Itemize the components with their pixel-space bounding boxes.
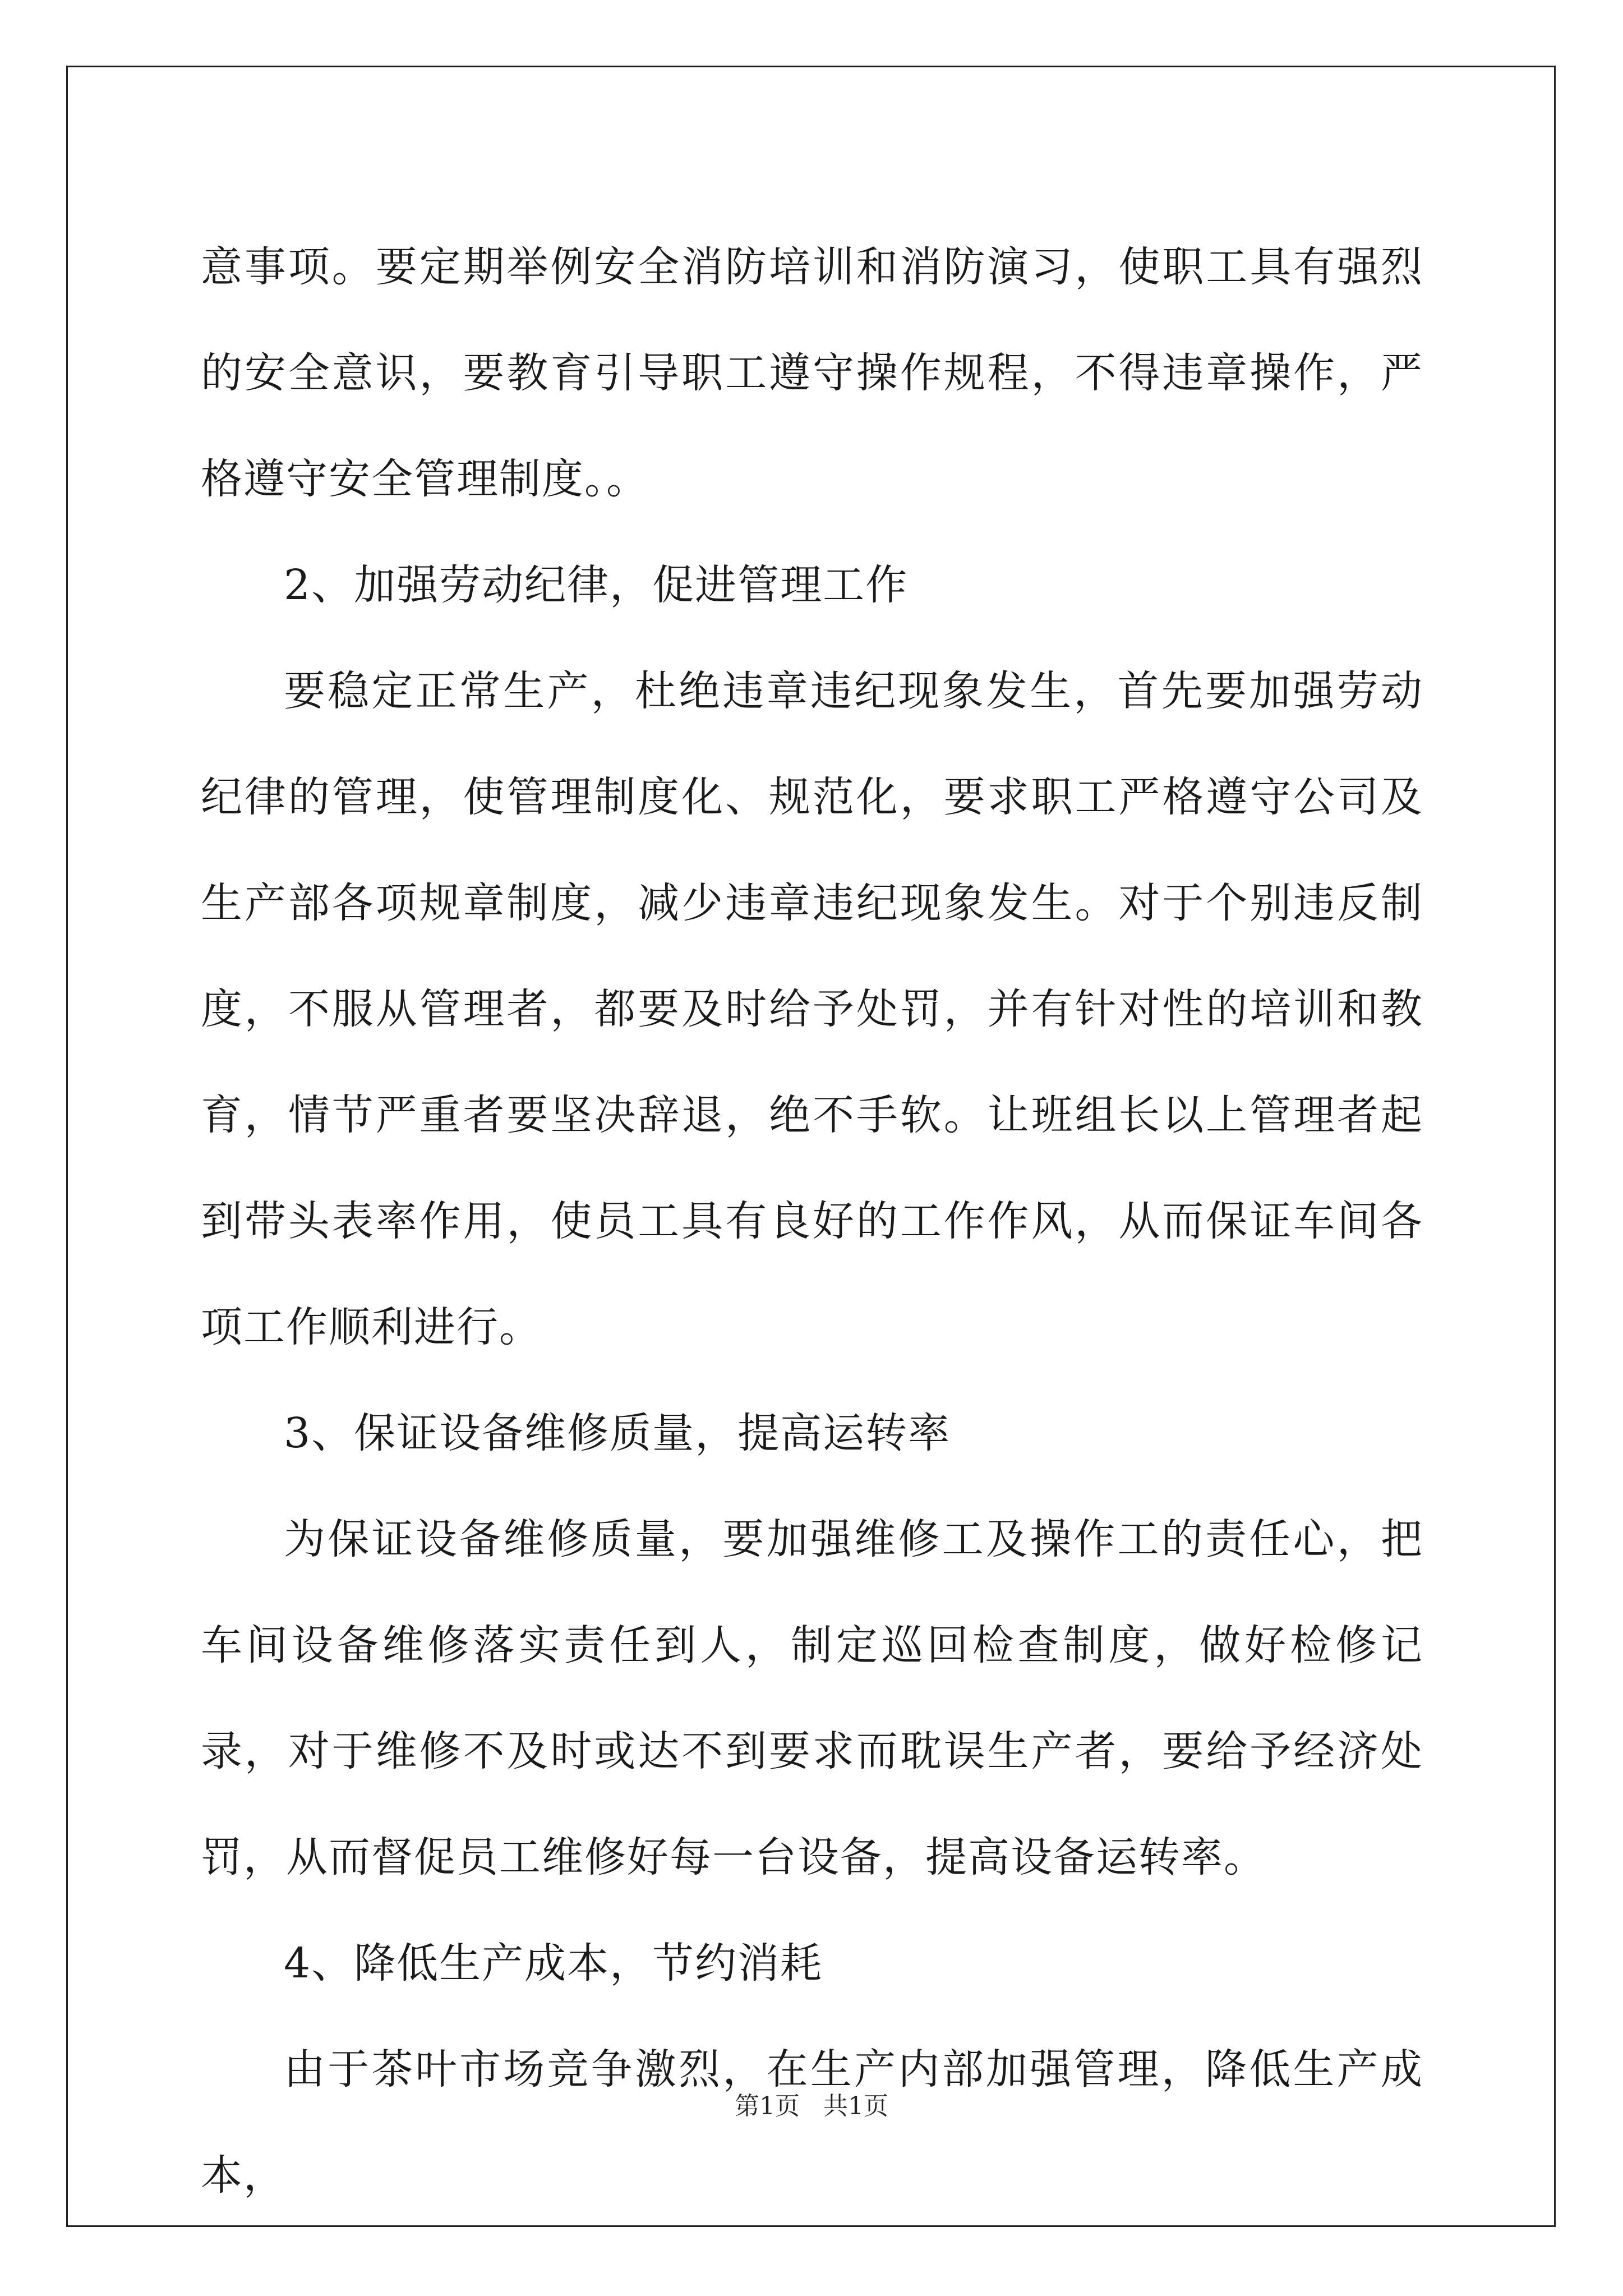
paragraph-continuation: 意事项。要定期举例安全消防培训和消防演习，使职工具有强烈的安全意识，要教育引导职工遵守操作规程，不得违章操作，严格遵守安全管理制度。。 — [201, 243, 1423, 503]
paragraph-labor-discipline: 要稳定正常生产，杜绝违章违纪现象发生，首先要加强劳动纪律的管理，使管理制度化、规范化，要求职工严格遵守公司及生产部各项规章制度，减少违章违纪现象发生。对于个别违反制度，不服从管理者，都要及时给予处罚，并有针对性的培训和教育，情节严重者要坚决辞退，绝不手软。让班组长以上管理者起到带头表率作用，使员工具有良好的工作作风，从而保证车间各项工作顺利进行。 — [201, 667, 1423, 1351]
section-heading-4: 4、降低生产成本，节约消耗 — [284, 1939, 823, 1987]
section-heading-2: 2、加强劳动纪律，促进管理工作 — [284, 561, 909, 609]
document-body — [201, 214, 1423, 2229]
page-number-footer: 第1页 共1页 — [735, 2092, 888, 2120]
paragraph-cost-reduction: 由于茶叶市场竞争激烈，在生产内部加强管理，降低生产成本， — [201, 2045, 1423, 2200]
paragraph-equipment-maintenance: 为保证设备维修质量，要加强维修工及操作工的责任心，把车间设备维修落实责任到人，制定巡回检查制度，做好检修记录，对于维修不及时或达不到要求而耽误生产者，要给予经济处罚，从而督促员工维修好每一台设备，提高设备运转率。 — [201, 1515, 1423, 1881]
section-heading-3: 3、保证设备维修质量，提高运转率 — [284, 1409, 951, 1457]
